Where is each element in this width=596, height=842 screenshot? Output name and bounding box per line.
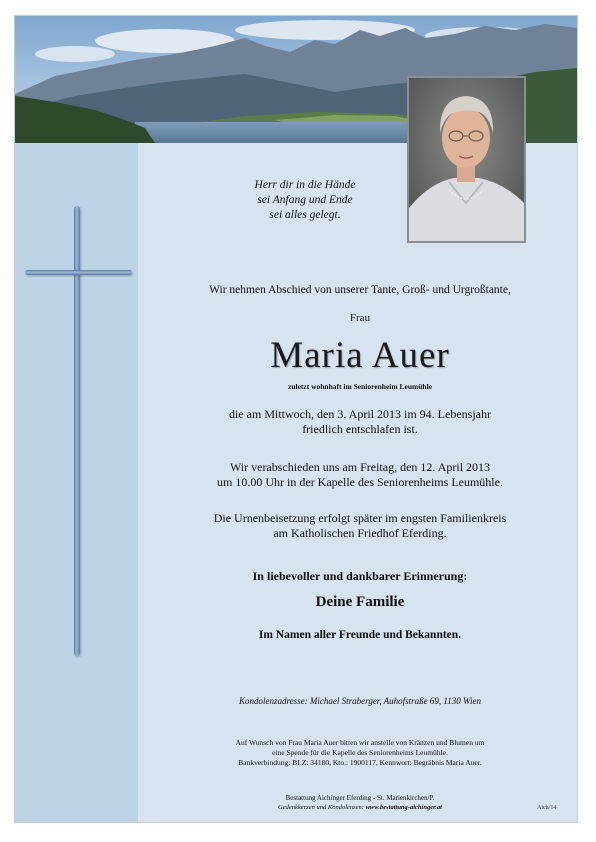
urn-line: Die Urnenbeisetzung erfolgt später im engsten Familienkreis — [213, 511, 507, 525]
note-line: eine Spende für die Kapelle des Seniorenheims Leumühle. — [272, 748, 448, 757]
family-signature: Deine Familie — [315, 594, 405, 610]
farewell-notice — [165, 460, 555, 490]
residence-note: zuletzt wohnhaft im Seniorenheim Leumühle — [287, 382, 433, 391]
website-link[interactable]: www.bestattung-aichinger.at — [365, 804, 442, 811]
verse-line: Herr dir in die Hände — [254, 179, 356, 191]
bible-verse — [215, 178, 395, 223]
urn-burial-notice — [165, 511, 555, 541]
portrait-photo — [407, 76, 526, 243]
cross-icon-horizontal — [25, 270, 132, 275]
obituary-card — [14, 15, 578, 823]
verse-line: sei alles gelegt. — [269, 209, 341, 221]
salutation: Frau — [349, 312, 371, 324]
urn-line: am Katholischen Friedhof Eferding. — [273, 526, 447, 540]
death-notice — [165, 407, 555, 437]
intro-text: Wir nehmen Abschied von unserer Tante, Groß- und Urgroßtante, — [209, 284, 511, 296]
funeral-home-footer — [165, 794, 555, 812]
footer-subline — [165, 803, 555, 812]
note-line: Auf Wunsch von Frau Maria Auer bitten wir anstelle von Kränzen und Blumen um — [235, 738, 485, 747]
document-code: Aich/14 — [537, 805, 557, 811]
death-line: die am Mittwoch, den 3. April 2013 im 94. Lebensjahr — [229, 407, 491, 421]
footer-sub-prefix: Gedenkkerzen und Kondolenzen: — [278, 804, 366, 811]
farewell-line: Wir verabschieden uns am Freitag, den 12. April 2013 — [229, 460, 491, 474]
death-line: friedlich entschlafen ist. — [302, 422, 418, 436]
deceased-name: Maria Auer — [270, 335, 450, 376]
company-name: Bestattung Aichinger Eferding - St. Marienkirchen/P. — [285, 794, 435, 802]
note-line: Bankverbindung: BLZ: 34180, Kto.: 1900117, Kennwort: Begräbnis Maria Auer. — [238, 758, 482, 767]
on-behalf-line: Im Namen aller Freunde und Bekannten. — [258, 629, 462, 641]
donation-note — [165, 738, 555, 768]
farewell-line: um 10.00 Uhr in der Kapelle des Seniorenheims Leumühle. — [217, 475, 503, 489]
memory-heading: In liebevoller und dankbarer Erinnerung: — [252, 569, 468, 583]
verse-line: sei Anfang und Ende — [257, 194, 353, 206]
condolence-address: Kondolenzadresse: Michael Straberger, Auhofstraße 69, 1130 Wien — [239, 696, 481, 706]
